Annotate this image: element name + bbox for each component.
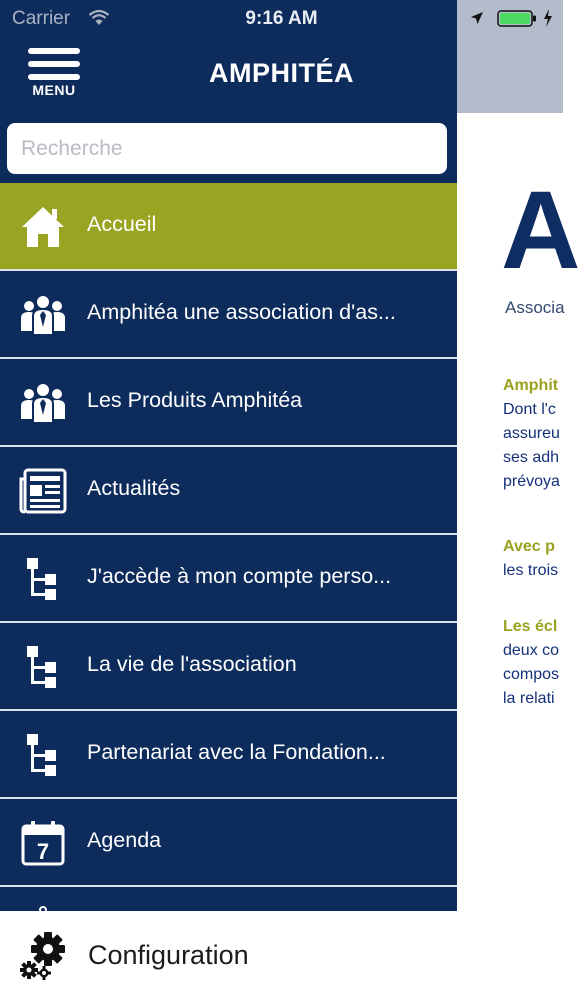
- background-paragraph: [503, 615, 559, 711]
- charging-bolt-icon: [543, 9, 553, 27]
- menu-item-compte-personnel[interactable]: [0, 535, 457, 623]
- background-paragraph-line: deux co: [503, 642, 560, 659]
- background-content-page: [457, 0, 580, 1000]
- background-paragraph-line: compos: [503, 666, 560, 683]
- newspaper-icon: [19, 467, 67, 515]
- search-bar: [7, 123, 447, 174]
- configuration-button[interactable]: [0, 911, 457, 1000]
- status-time: 9:16 AM: [245, 8, 318, 29]
- home-icon: [19, 203, 67, 251]
- calendar-icon: [19, 819, 67, 867]
- nav-header: [0, 38, 457, 114]
- background-paragraph-line: les trois: [503, 562, 559, 579]
- menu-item-label: Les Produits Amphitéa: [87, 388, 303, 412]
- tree-structure-icon: [19, 731, 67, 779]
- menu-item-actualites[interactable]: [0, 447, 457, 535]
- background-paragraph-line: Dont l'c: [503, 401, 556, 418]
- calendar-day-number: 7: [36, 839, 50, 864]
- location-arrow-icon: [470, 11, 484, 25]
- tree-structure-icon: [19, 643, 67, 691]
- menu-item-label: Actualités: [87, 476, 181, 500]
- background-paragraph-line: ses adh: [503, 449, 560, 466]
- background-paragraph-heading: Les écl: [503, 618, 558, 635]
- background-paragraph: [503, 374, 560, 494]
- menu-button-label: MENU: [32, 82, 76, 98]
- people-group-icon: [19, 379, 67, 427]
- background-paragraph-heading: Amphit: [503, 377, 559, 394]
- people-group-icon: [19, 291, 67, 339]
- hamburger-icon: [28, 48, 80, 54]
- footer-label: Configuration: [88, 940, 249, 970]
- carrier-name: Carrier: [12, 8, 71, 29]
- battery-icon: [497, 10, 537, 27]
- hamburger-icon: [28, 61, 80, 67]
- background-paragraph: [503, 535, 558, 583]
- menu-item-produits[interactable]: [0, 359, 457, 447]
- gear-icon: [18, 929, 70, 981]
- menu-button[interactable]: [26, 48, 82, 100]
- hamburger-icon: [28, 74, 80, 80]
- menu-item-accueil[interactable]: [0, 183, 457, 271]
- background-tagline: Associa: [505, 298, 565, 317]
- tree-structure-icon: [19, 555, 67, 603]
- menu-item-agenda[interactable]: [0, 799, 457, 887]
- menu-item-label: Agenda: [87, 828, 162, 852]
- background-paragraph-heading: Avec p: [503, 538, 555, 555]
- background-paragraph-line: prévoya: [503, 473, 560, 490]
- status-bar: [0, 0, 563, 38]
- background-logo: A: [501, 169, 580, 292]
- menu-item-vie-association[interactable]: [0, 623, 457, 711]
- menu-item-label: J'accède à mon compte perso...: [87, 564, 392, 588]
- app-title: AMPHITÉA: [209, 58, 354, 88]
- menu-item-label: La vie de l'association: [87, 652, 297, 676]
- background-paragraph-line: la relati: [503, 690, 555, 707]
- menu-item-label: Amphitéa une association d'as...: [87, 300, 396, 324]
- menu-item-partenariat[interactable]: [0, 711, 457, 799]
- menu-item-association[interactable]: [0, 271, 457, 359]
- menu-item-label: Accueil: [87, 212, 157, 236]
- search-input[interactable]: [7, 123, 447, 174]
- menu-list: [0, 183, 457, 927]
- background-paragraph-line: assureu: [503, 425, 560, 442]
- menu-item-label: Partenariat avec la Fondation...: [87, 740, 386, 764]
